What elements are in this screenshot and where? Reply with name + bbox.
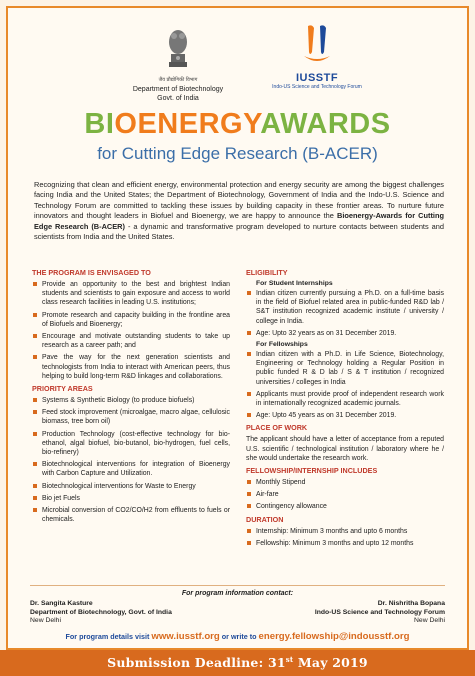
priority-heading: PRIORITY AREAS <box>32 384 93 394</box>
list-item: Promote research and capacity building in the frontline area of Biofuels and Bioenergy; <box>32 311 230 329</box>
deadline-prefix: Submission Deadline: 31 <box>107 655 286 671</box>
list-item: Fellowship: Minimum 3 months and upto 12 months <box>246 539 444 548</box>
list-item: Indian citizen currently pursuing a Ph.D. on a full-time basis in the field of Biofuel related area in public-funded R&D lab / S&T institution recognized academic institute / university / college in India. <box>246 289 444 326</box>
list-item: Systems & Synthetic Biology (to produce biofuels) <box>32 396 230 405</box>
dept-name-line2: Govt. of India <box>157 95 199 102</box>
program-heading: THE PROGRAM IS ENVISAGED TO <box>32 268 151 277</box>
priority-list <box>32 396 230 524</box>
list-item: Contingency allowance <box>246 502 444 511</box>
contact-right-name: Dr. Nishritha Bopana <box>377 600 445 607</box>
duration-heading: DURATION <box>246 514 284 524</box>
awards-title <box>0 108 475 140</box>
list-item: Feed stock improvement (microalgae, macro algae, cellulosic biomass, tree born oil) <box>32 408 230 426</box>
website-link[interactable]: www.iusstf.org <box>151 631 220 642</box>
right-column <box>246 266 444 551</box>
fellowships-list <box>246 350 444 420</box>
contact-left-org: Department of Biotechnology, Govt. of India <box>30 608 172 616</box>
contact-left-city: New Delhi <box>30 617 61 625</box>
list-item: Biotechnological interventions for integration of Bioenergy with Carbon Capture and Utilization. <box>32 460 230 478</box>
fellowships-heading: For Fellowships <box>256 341 308 349</box>
contact-heading: For program information contact: <box>181 590 294 597</box>
list-item: Age: Upto 45 years as on 31 December 2019. <box>246 411 444 420</box>
list-item: Indian citizen with a Ph.D. in Life Science, Biotechnology, Engineering or Technology holding a Regular Position in public funded R & D lab / S & T institution / recognized universities / colleges in India <box>246 350 444 387</box>
national-emblem-icon <box>163 24 193 70</box>
program-details <box>0 631 475 642</box>
dept-name-line1: Department of Biotechnology <box>132 86 224 93</box>
contact-right-city: New Delhi <box>414 617 445 625</box>
list-item: Pave the way for the next generation scientists and technologists from India to interact with American peers, thus helping to build long-term R&D linkages and collaborations. <box>32 353 230 381</box>
deadline-sup: st <box>285 655 294 665</box>
contact-left <box>30 600 240 626</box>
list-item: Encourage and motivate outstanding students to take up research as a career path; and <box>32 332 230 350</box>
list-item: Air-fare <box>246 490 444 499</box>
place-heading: PLACE OF WORK <box>246 423 308 433</box>
contact-left-name: Dr. Sangita Kasture <box>30 600 93 607</box>
title-awards: AWARDS <box>260 108 391 140</box>
details-mid: or write to <box>219 632 259 641</box>
intro-text-a: Recognizing that clean and efficient energy, environmental protection and energy security are among the biggest challenges facing India and the United States; the Department of Biotechnology, Government of India and the Indo-U.S. Science and Technology Forum are committed to tackling these issues by building capacity in these frontier areas. To nurture future innovators and thought leaders in Biofuel and Bioenergy, we are happy to announce the <box>34 180 444 221</box>
iusstf-name: IUSSTF <box>295 72 339 84</box>
list-item: Production Technology (cost-effective technology for bio-ethanol, algal biofuel, bio-butanol, bio-hydrogen, fuel cells, bio-refinery) <box>32 430 230 458</box>
left-column <box>32 266 230 527</box>
deadline-bar <box>0 650 475 676</box>
internships-heading: For Student Internships <box>256 280 333 287</box>
contact-right-org: Indo-US Science and Technology Forum <box>314 608 445 616</box>
contact-right <box>250 600 445 626</box>
iusstf-subtitle: Indo-US Science and Technology Forum <box>272 84 362 90</box>
includes-heading: FELLOWSHIP/INTERNSHIP INCLUDES <box>246 466 378 476</box>
duration-list <box>246 527 444 548</box>
intro-text-bold: Bioenergy-Awards for Cutting Edge Research (B-ACER) <box>34 211 445 231</box>
title-bio: BI <box>84 108 115 140</box>
deadline-text <box>107 655 368 670</box>
place-text: The applicant should have a letter of acceptance from a reputed U.S. scientific / technological institution / laboratory where he / she would undertake the research work. <box>246 436 444 462</box>
list-item: Internship: Minimum 3 months and upto 6 months <box>246 527 444 536</box>
list-item: Microbial conversion of CO2/CO/H2 from effluents to fuels or chemicals. <box>32 506 230 524</box>
intro-paragraph <box>34 180 444 242</box>
email-link[interactable]: energy.fellowship@indousstf.org <box>258 631 410 642</box>
intro-text-b: - a dynamic and transformative program developed to nurture contacts between students and scientists from India and the United States. <box>34 221 444 242</box>
list-item: Applicants must provide proof of independent research work in internationally recognized academic journals. <box>246 390 444 408</box>
dbt-logo <box>122 24 234 103</box>
iusstf-logo <box>262 22 372 90</box>
list-item: Biotechnological interventions for Waste to Energy <box>32 482 230 491</box>
internships-list <box>246 289 444 338</box>
dept-hindi: जैव प्रौद्योगिकी विभाग <box>158 77 198 83</box>
iusstf-mark-icon <box>300 22 334 66</box>
title-o: O <box>114 108 138 140</box>
program-list <box>32 280 230 381</box>
deadline-suffix: May 2019 <box>293 655 368 671</box>
awards-subtitle: for Cutting Edge Research (B-ACER) <box>97 144 378 163</box>
divider <box>30 585 445 586</box>
list-item: Monthly Stipend <box>246 478 444 487</box>
list-item: Provide an opportunity to the best and brightest Indian students and scientists to gain exposure and access to world class research facilities in leading U.S. institutions; <box>32 280 230 308</box>
includes-list <box>246 478 444 512</box>
list-item: Bio jet Fuels <box>32 494 230 503</box>
eligibility-heading: ELIGIBILITY <box>246 268 288 277</box>
title-energy: ENERGY <box>137 108 261 140</box>
list-item: Age: Upto 32 years as on 31 December 2019. <box>246 329 444 338</box>
details-prefix: For program details visit <box>65 632 152 641</box>
